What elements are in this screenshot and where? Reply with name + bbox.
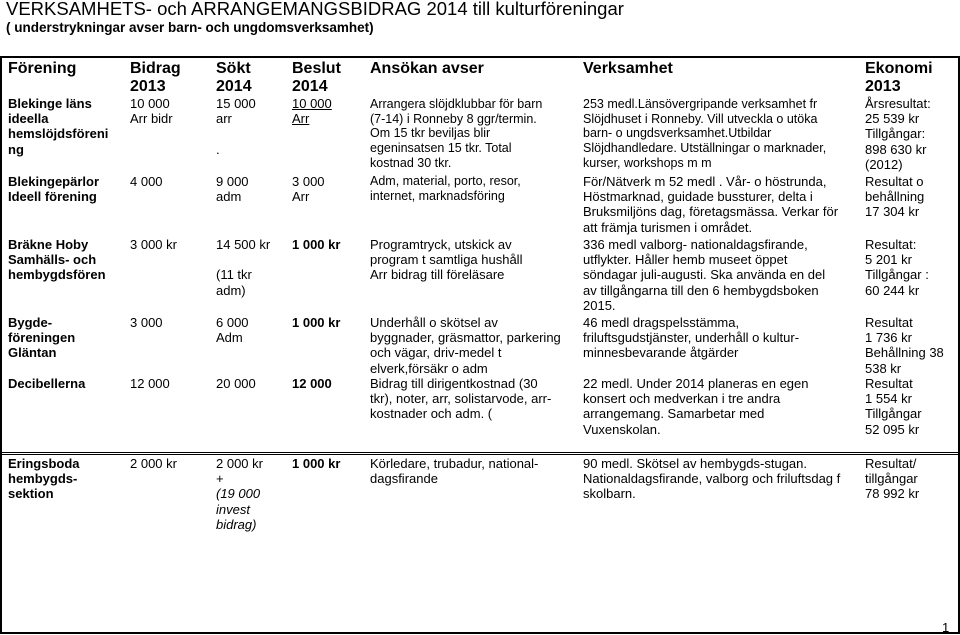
header-forening: Förening <box>8 60 77 77</box>
cell-forening: Blekingepärlor Ideell förening <box>8 174 100 205</box>
cell-sokt: 2 000 kr + (19 000 invest bidrag) <box>216 456 263 532</box>
cell-forening: Blekinge läns ideella hemslöjdsföreni ng <box>8 96 109 157</box>
cell-verksamhet: 46 medl dragspelsstämma, friluftsgudstjänster, underhåll o kultur- minnesbevarande åtgärder <box>583 315 800 361</box>
cell-bidrag: 3 000 kr <box>130 237 177 252</box>
cell-beslut: 3 000 Arr <box>292 174 325 205</box>
cell-ansokan: Körledare, trubadur, national- dagsfirande <box>370 456 539 487</box>
cell-sokt: 6 000 Adm <box>216 315 249 346</box>
cell-bidrag: 2 000 kr <box>130 456 177 471</box>
cell-verksamhet: 336 medl valborg- nationaldagsfirande, utflykter. Håller hemb museet öppet söndagar juli-augusti. Ska använda en del av tillgångarna till den 6 hembygdsboken 2015. <box>583 237 826 313</box>
cell-forening: Bygde- föreningen Gläntan <box>8 315 76 361</box>
page-title: VERKSAMHETS- och ARRANGEMANGSBIDRAG 2014 till kulturföreningar <box>6 0 624 19</box>
cell-bidrag: 4 000 <box>130 174 163 189</box>
header-ekonomi: Ekonomi 2013 <box>865 60 933 96</box>
cell-ekonomi: Resultat o behållning 17 304 kr <box>865 174 925 220</box>
cell-verksamhet: 22 medl. Under 2014 planeras en egen konsert och medverkan i tre andra arrangemang. Samarbetar med Vuxenskolan. <box>583 376 809 437</box>
cell-beslut: 10 000 Arr <box>292 96 332 127</box>
cell-forening: Decibellerna <box>8 376 86 391</box>
header-bidrag: Bidrag 2013 <box>130 60 181 96</box>
cell-sokt: 9 000 adm <box>216 174 249 205</box>
cell-bidrag: 3 000 <box>130 315 163 330</box>
cell-ekonomi: Resultat/ tillgångar 78 992 kr <box>865 456 920 502</box>
cell-ansokan: Programtryck, utskick av program t samtliga hushåll Arr bidrag till föreläsare <box>370 237 523 283</box>
page-subtitle: ( understrykningar avser barn- och ungdomsverksamhet) <box>6 20 374 35</box>
cell-sokt: 14 500 kr (11 tkr adm) <box>216 237 271 298</box>
cell-ekonomi: Årsresultat: 25 539 kr Tillgångar: 898 630 kr (2012) <box>865 96 931 172</box>
header-sokt: Sökt 2014 <box>216 60 252 96</box>
cell-verksamhet: 253 medl.Länsövergripande verksamhet fr Slöjdhuset i Ronneby. Vill utveckla o utöka barn- o ungdsverksamhet.Utbildar Slöjdhandledare. Utställningar o marknader, kurser, workshops m m <box>583 97 827 170</box>
cell-sokt-invest: (19 000 invest bidrag) <box>216 486 261 532</box>
cell-ansokan: Underhåll o skötsel av byggnader, gräsmattor, parkering och vägar, driv-medel t elverk,försäkr o adm <box>370 315 561 376</box>
cell-sokt: 15 000 arr . <box>216 96 256 157</box>
cell-verksamhet: För/Nätverk m 52 medl . Vår- o höstrunda, Höstmarknad, guidade bussturer, delta i Bruksmiljöns dag, företagsmässa. Verkar för att främja turismen i området. <box>583 174 839 235</box>
cell-ansokan: Arrangera slöjdklubbar för barn (7-14) i Ronneby 8 ggr/termin. Om 15 tkr beviljas blir egeninsatsen 15 tkr. Total kostnad 30 tkr. <box>370 97 543 170</box>
page-number: 1 <box>942 620 950 635</box>
cell-forening: Eringsboda hembygds- sektion <box>8 456 80 502</box>
cell-bidrag: 12 000 <box>130 376 170 391</box>
cell-ansokan: Bidrag till dirigentkostnad (30 tkr), noter, arr, solistarvode, arr- kostnader och adm. ( <box>370 376 552 422</box>
cell-ansokan: Adm, material, porto, resor, internet, marknadsföring <box>370 174 521 203</box>
cell-beslut: 1 000 kr <box>292 456 341 471</box>
cell-verksamhet: 90 medl. Skötsel av hembygds-stugan. Nationaldagsfirande, valborg och friluftsdag f skolbarn. <box>583 456 841 502</box>
header-beslut: Beslut 2014 <box>292 60 341 96</box>
cell-ekonomi: Resultat 1 554 kr Tillgångar 52 095 kr <box>865 376 922 437</box>
cell-bidrag: 10 000 Arr bidr <box>130 96 173 127</box>
cell-beslut: 1 000 kr <box>292 237 341 252</box>
cell-beslut: 12 000 <box>292 376 332 391</box>
cell-beslut: 1 000 kr <box>292 315 341 330</box>
header-ansokan: Ansökan avser <box>370 60 484 77</box>
header-verksamhet: Verksamhet <box>583 60 673 77</box>
cell-forening: Bräkne Hoby Samhälls- och hembygdsfören <box>8 237 106 283</box>
cell-ekonomi: Resultat 1 736 kr Behållning 38 538 kr <box>865 315 944 376</box>
cell-sokt: 20 000 <box>216 376 256 391</box>
cell-ekonomi: Resultat: 5 201 kr Tillgångar : 60 244 kr <box>865 237 929 298</box>
